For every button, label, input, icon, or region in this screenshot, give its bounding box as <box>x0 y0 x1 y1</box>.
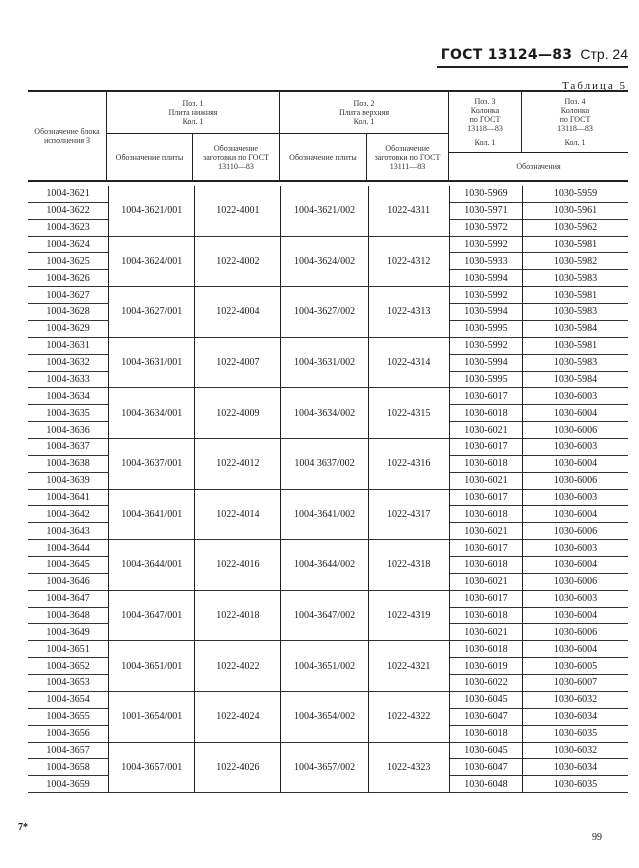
pos4-code: 1030-5983 <box>523 355 628 372</box>
pos2-plate: 1004-3647/002 <box>281 591 367 642</box>
pos4-code: 1030-5981 <box>523 338 628 355</box>
pos3-code: 1030-5994 <box>450 355 522 372</box>
pos4-qty: Кол. 1 <box>564 138 586 147</box>
pos4-code: 1030-6004 <box>523 608 628 625</box>
pos1-plate: 1004-3621/001 <box>109 186 194 237</box>
pos3-code: 1030-5994 <box>450 304 522 321</box>
pos4-code: 1030-5983 <box>523 304 628 321</box>
block-code: 1004-3644 <box>28 540 108 557</box>
pos2-blank: 1022-4316 <box>369 439 449 490</box>
pos4-code: 1030-6006 <box>523 624 628 641</box>
table-row <box>28 591 628 642</box>
block-code: 1004-3639 <box>28 473 108 490</box>
pos2-plate: 1004-3654/002 <box>281 692 367 743</box>
pos2-plate: 1004-3657/002 <box>281 743 367 794</box>
pos1-blank: 1022-4014 <box>195 490 280 541</box>
pos3-code: 1030-6019 <box>450 658 522 675</box>
pos4-code: 1030-6006 <box>523 574 628 591</box>
pos4-code: 1030-6003 <box>523 591 628 608</box>
pos3-code: 1030-6048 <box>450 776 522 793</box>
table-row <box>28 439 628 490</box>
pos1-blank: 1022-4001 <box>195 186 280 237</box>
pos1-blank: 1022-4002 <box>195 237 280 288</box>
pos4-code: 1030-6032 <box>523 743 628 760</box>
pos4-code: 1030-5984 <box>523 321 628 338</box>
block-code: 1004-3656 <box>28 726 108 743</box>
header-pos1 <box>107 92 280 180</box>
pos3-code: 1030-6018 <box>450 405 522 422</box>
sheet-mark: 7* <box>18 822 28 833</box>
pos1-plate: 1004-3631/001 <box>109 338 194 389</box>
pos3-code: 1030-6021 <box>450 574 522 591</box>
standard-number: ГОСТ 13124—83 <box>440 47 573 63</box>
pos2-plate: 1004-3624/002 <box>281 237 367 288</box>
pos4-code: 1030-5981 <box>523 237 628 254</box>
pos2-blank: 1022-4322 <box>369 692 449 743</box>
pos3-code: 1030-6047 <box>450 709 522 726</box>
pos3-std: по ГОСТ 13118—83 <box>467 115 503 133</box>
pos1-blank: 1022-4016 <box>195 540 280 591</box>
pos3-code: 1030-6021 <box>450 523 522 540</box>
block-code: 1004-3638 <box>28 456 108 473</box>
pos3-code: 1030-5971 <box>450 203 522 220</box>
pos3-code: 1030-6017 <box>450 490 522 507</box>
pos4-header <box>522 92 628 152</box>
pos1-blank: 1022-4009 <box>195 388 280 439</box>
pos4-code: 1030-6034 <box>523 759 628 776</box>
pos2-blank-header: Обозначение заготовки по ГОСТ 13111—83 <box>374 143 441 171</box>
table-header <box>28 90 628 182</box>
pos4-code: 1030-6032 <box>523 692 628 709</box>
pos3-title: Поз. 3 <box>474 97 496 106</box>
block-code: 1004-3647 <box>28 591 108 608</box>
page-header <box>437 46 628 68</box>
block-code: 1004-3642 <box>28 506 108 523</box>
pos4-code: 1030-5984 <box>523 372 628 389</box>
block-code: 1004-3626 <box>28 270 108 287</box>
pos2-blank: 1022-4319 <box>369 591 449 642</box>
pos2-blank: 1022-4314 <box>369 338 449 389</box>
pos2-plate: 1004 3637/002 <box>281 439 367 490</box>
pos2-blank: 1022-4321 <box>369 641 449 692</box>
table-row <box>28 186 628 237</box>
pos3-code: 1030-6018 <box>450 557 522 574</box>
block-code: 1004-3627 <box>28 287 108 304</box>
pos1-plate: 1001-3654/001 <box>109 692 194 743</box>
pos1-blank: 1022-4026 <box>195 743 280 794</box>
pos2-blank: 1022-4312 <box>369 237 449 288</box>
pos3-code: 1030-5933 <box>450 253 522 270</box>
pos3-code: 1030-6018 <box>450 726 522 743</box>
pos4-code: 1030-5982 <box>523 253 628 270</box>
block-code: 1004-3641 <box>28 490 108 507</box>
pos4-code: 1030-6006 <box>523 422 628 439</box>
pos1-title: Поз. 1 <box>182 99 204 108</box>
block-code: 1004-3622 <box>28 203 108 220</box>
pos1-blank: 1022-4018 <box>195 591 280 642</box>
pos3-code: 1030-6021 <box>450 473 522 490</box>
block-code: 1004-3636 <box>28 422 108 439</box>
pos4-code: 1030-6007 <box>523 675 628 692</box>
pos3-code: 1030-6018 <box>450 608 522 625</box>
block-code: 1004-3645 <box>28 557 108 574</box>
block-code: 1004-3646 <box>28 574 108 591</box>
pos2-blank: 1022-4313 <box>369 287 449 338</box>
header-pos34 <box>449 92 628 180</box>
block-code: 1004-3649 <box>28 624 108 641</box>
pos2-plate: 1004-3621/002 <box>281 186 367 237</box>
pos2-blank: 1022-4323 <box>369 743 449 794</box>
table-row <box>28 237 628 288</box>
pos3-header <box>449 92 522 152</box>
block-code: 1004-3625 <box>28 253 108 270</box>
pos1-name: Плита нижняя <box>168 108 218 117</box>
pos4-std: по ГОСТ 13118—83 <box>557 115 593 133</box>
pos1-plate: 1004-3637/001 <box>109 439 194 490</box>
table-row <box>28 287 628 338</box>
pos3-code: 1030-5995 <box>450 321 522 338</box>
pos1-blank-header: Обозначение заготовки по ГОСТ 13110—83 <box>203 143 269 171</box>
block-code: 1004-3648 <box>28 608 108 625</box>
pos2-plate: 1004-3631/002 <box>281 338 367 389</box>
pos3-code: 1030-6017 <box>450 439 522 456</box>
table-row <box>28 743 628 794</box>
block-code: 1004-3655 <box>28 709 108 726</box>
pos4-code: 1030-5961 <box>523 203 628 220</box>
pos4-code: 1030-6005 <box>523 658 628 675</box>
table-caption: Таблица 5 <box>561 80 627 92</box>
table-body <box>28 186 628 793</box>
pos4-name: Колонка <box>560 106 590 115</box>
block-code: 1004-3635 <box>28 405 108 422</box>
pos3-code: 1030-5992 <box>450 287 522 304</box>
pos3-code: 1030-6021 <box>450 422 522 439</box>
pos2-plate: 1004-3641/002 <box>281 490 367 541</box>
pos4-code: 1030-5959 <box>523 186 628 203</box>
pos1-blank: 1022-4012 <box>195 439 280 490</box>
pos3-code: 1030-5994 <box>450 270 522 287</box>
pos3-code: 1030-6021 <box>450 624 522 641</box>
pos4-code: 1030-6004 <box>523 506 628 523</box>
pos3-code: 1030-6018 <box>450 506 522 523</box>
pos1-blank: 1022-4007 <box>195 338 280 389</box>
pos3-name: Колонка <box>470 106 500 115</box>
block-code: 1004-3658 <box>28 759 108 776</box>
block-code: 1004-3632 <box>28 355 108 372</box>
pos2-plate: 1004-3651/002 <box>281 641 367 692</box>
pos4-code: 1030-6003 <box>523 540 628 557</box>
pos4-code: 1030-6003 <box>523 439 628 456</box>
pos3-code: 1030-6047 <box>450 759 522 776</box>
table-row <box>28 338 628 389</box>
pos4-title: Поз. 4 <box>564 97 586 106</box>
table-row <box>28 388 628 439</box>
table-row <box>28 540 628 591</box>
table-row <box>28 490 628 541</box>
pos2-plate: 1004-3644/002 <box>281 540 367 591</box>
pos4-code: 1030-5983 <box>523 270 628 287</box>
pos3-code: 1030-6018 <box>450 641 522 658</box>
pos2-name: Плита верхняя <box>338 108 390 117</box>
pos4-code: 1030-6003 <box>523 490 628 507</box>
pos2-blank: 1022-4317 <box>369 490 449 541</box>
pos2-plate-header: Обозначение плиты <box>280 134 367 180</box>
pos1-plate-header: Обозначение плиты <box>107 134 193 180</box>
block-code: 1004-3631 <box>28 338 108 355</box>
pos2-qty: Кол. 1 <box>353 117 375 126</box>
pos1-plate: 1004-3651/001 <box>109 641 194 692</box>
pos4-code: 1030-6004 <box>523 641 628 658</box>
pos3-code: 1030-5972 <box>450 220 522 237</box>
pos2-title: Поз. 2 <box>353 99 375 108</box>
pos3-code: 1030-6045 <box>450 743 522 760</box>
data-table <box>28 90 628 793</box>
block-code: 1004-3659 <box>28 776 108 793</box>
pos2-plate: 1004-3627/002 <box>281 287 367 338</box>
block-code: 1004-3624 <box>28 237 108 254</box>
pos4-code: 1030-6006 <box>523 523 628 540</box>
pos2-plate: 1004-3634/002 <box>281 388 367 439</box>
block-code: 1004-3628 <box>28 304 108 321</box>
pos1-plate: 1004-3634/001 <box>109 388 194 439</box>
header-pos2 <box>280 92 449 180</box>
pos3-code: 1030-6017 <box>450 388 522 405</box>
block-code: 1004-3652 <box>28 658 108 675</box>
page-number: 99 <box>592 832 602 843</box>
pos3-code: 1030-5995 <box>450 372 522 389</box>
pos1-plate: 1004-3624/001 <box>109 237 194 288</box>
pos4-code: 1030-5981 <box>523 287 628 304</box>
pos1-plate: 1004-3644/001 <box>109 540 194 591</box>
pos4-code: 1030-6004 <box>523 557 628 574</box>
pos4-code: 1030-6003 <box>523 388 628 405</box>
pos3-code: 1030-5992 <box>450 338 522 355</box>
pos2-blank: 1022-4311 <box>369 186 449 237</box>
pos1-blank: 1022-4024 <box>195 692 280 743</box>
block-code: 1004-3653 <box>28 675 108 692</box>
pos3-code: 1030-6018 <box>450 456 522 473</box>
pos3-code: 1030-6045 <box>450 692 522 709</box>
pos4-code: 1030-6006 <box>523 473 628 490</box>
pos4-code: 1030-6004 <box>523 456 628 473</box>
pos1-blank: 1022-4004 <box>195 287 280 338</box>
block-code: 1004-3633 <box>28 372 108 389</box>
pos1-plate: 1004-3657/001 <box>109 743 194 794</box>
header-block: Обозначение блока исполнения 3 <box>28 92 107 180</box>
block-code: 1004-3643 <box>28 523 108 540</box>
pos1-blank: 1022-4022 <box>195 641 280 692</box>
block-code: 1004-3623 <box>28 220 108 237</box>
pos4-code: 1030-6034 <box>523 709 628 726</box>
pos1-qty: Кол. 1 <box>182 117 204 126</box>
pos1-plate: 1004-3627/001 <box>109 287 194 338</box>
table-row <box>28 641 628 692</box>
pos3-code: 1030-6017 <box>450 591 522 608</box>
block-code: 1004-3621 <box>28 186 108 203</box>
pos3-qty: Кол. 1 <box>474 138 496 147</box>
designations-header: Обозначения <box>516 162 561 171</box>
pos4-code: 1030-6035 <box>523 776 628 793</box>
pos1-plate: 1004-3647/001 <box>109 591 194 642</box>
block-code: 1004-3634 <box>28 388 108 405</box>
block-code: 1004-3637 <box>28 439 108 456</box>
pos4-code: 1030-6035 <box>523 726 628 743</box>
pos3-code: 1030-6017 <box>450 540 522 557</box>
pos2-blank: 1022-4318 <box>369 540 449 591</box>
pos3-code: 1030-5969 <box>450 186 522 203</box>
page-label: Стр. 24 <box>580 46 628 62</box>
block-code: 1004-3629 <box>28 321 108 338</box>
pos3-code: 1030-5992 <box>450 237 522 254</box>
pos2-blank: 1022-4315 <box>369 388 449 439</box>
pos3-code: 1030-6022 <box>450 675 522 692</box>
block-code: 1004-3657 <box>28 743 108 760</box>
table-row <box>28 692 628 743</box>
pos1-plate: 1004-3641/001 <box>109 490 194 541</box>
pos4-code: 1030-6004 <box>523 405 628 422</box>
pos4-code: 1030-5962 <box>523 220 628 237</box>
block-code: 1004-3651 <box>28 641 108 658</box>
block-code: 1004-3654 <box>28 692 108 709</box>
